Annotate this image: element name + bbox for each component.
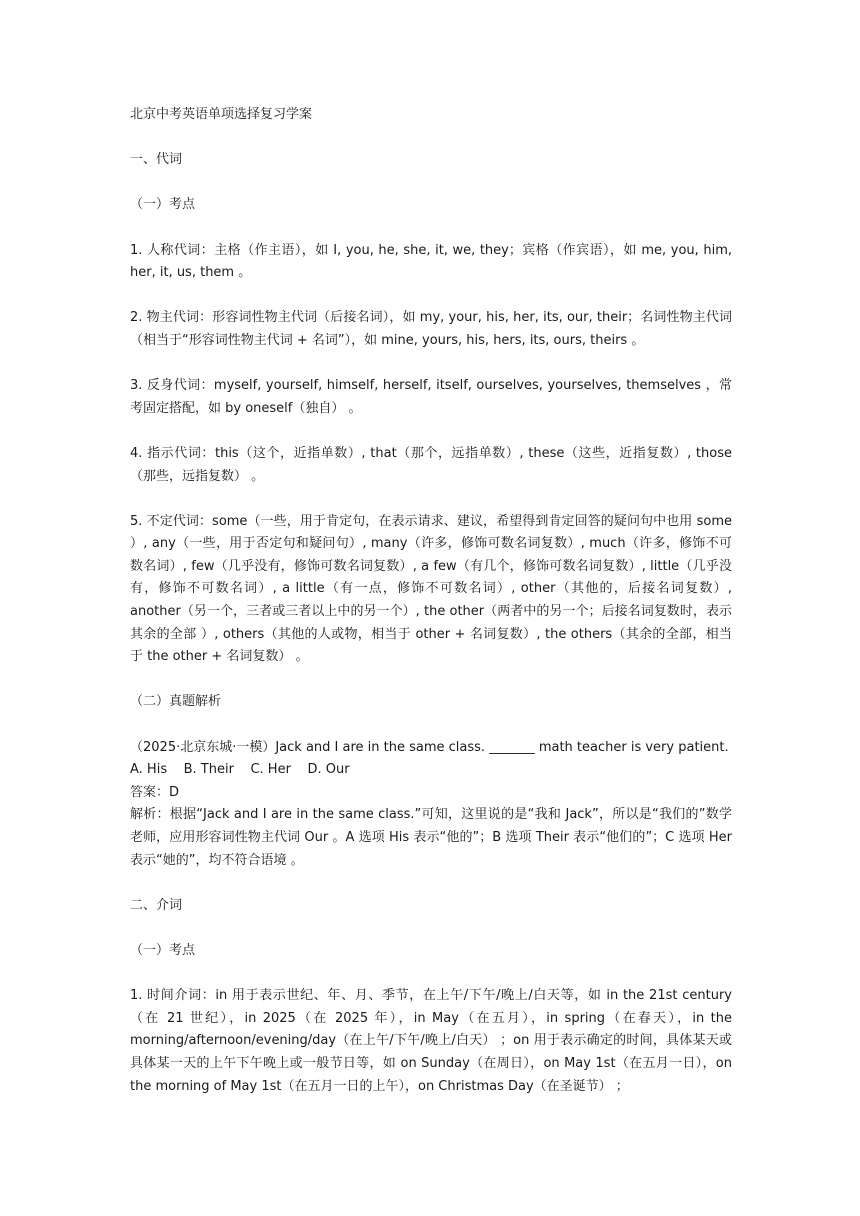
exam-analysis: 解析：根据“Jack and I are in the same class.”可知，这里说的是“我和 Jack”，所以是“我们的”数学老师，应用形容词性物主代词 Our 。A 选项 His 表示“他的”；B 选项 Their 表示“他们的”；C 选项 Her 表示“她的”，均不符合语境 。 [130, 807, 732, 868]
point-indefinite-pronouns: 5. 不定代词：some（一些，用于肯定句，在表示请求、建议，希望得到肯定回答的疑问句中也用 some ）, any（一些，用于否定句和疑问句）, many（许多，修饰可数名词复数）, much（许多，修饰不可数名词）, few（几乎没有，修饰可数名词复数）, a few（有几个，修饰可数名词复数）, little（几乎没有，修饰不可数名词）, a little（有一点，修饰不可数名词）, other（其他的，后接名词复数）, another（另一个，三者或三者以上中的另一个）, the other（两者中的另一个；后接名词复数时，表示其余的全部 ）, others（其他的人或物，相当于 other + 名词复数）, the others（其余的全部，相当于 the other + 名词复数） 。 [130, 513, 732, 665]
point-reflexive-pronouns: 3. 反身代词：myself, yourself, himself, herself, itself, ourselves, yourselves, themselves ，常考固定搭配，如 by oneself（独自） 。 [130, 378, 732, 416]
point-possessive-pronouns: 2. 物主代词：形容词性物主代词（后接名词），如 my, your, his, her, its, our, their；名词性物主代词（相当于“形容词性物主代词 + 名词”），如 mine, yours, his, hers, its, ours, theirs 。 [130, 310, 732, 348]
subsection-heading-exam-analysis: （二）真题解析 [130, 694, 222, 710]
document-page [130, 104, 732, 1098]
document-title: 北京中考英语单项选择复习学案 [130, 107, 313, 122]
point-time-prepositions: 1. 时间介词：in 用于表示世纪、年、月、季节，在上午/下午/晚上/白天等，如 in the 21st century（在 21 世纪），in 2025（在 2025 年），in May（在五月），in spring（在春天），in the morning/afternoon/evening/day（在上午/下午/晚上/白天） ；on 用于表示确定的时间，具体某天或具体某一天的上午下午晚上或一般节日等，如 on Sunday（在周日），on May 1st（在五月一日），on the morning of May 1st（在五月一日的上午），on Christmas Day（在圣诞节） ； [130, 988, 732, 1094]
subsection-heading-points: （一）考点 [130, 197, 196, 213]
exam-question: （2025·北京东城·一模）Jack and I are in the same class. _______ math teacher is very patient. [130, 739, 729, 755]
exam-answer: 答案：D [130, 784, 180, 800]
exam-options: A. His B. Their C. Her D. Our [130, 762, 350, 778]
point-demonstrative-pronouns: 4. 指示代词：this（这个，近指单数）, that（那个，远指单数）, these（这些，近指复数）, those（那些，远指复数） 。 [130, 445, 732, 484]
section-heading-pronouns: 一、代词 [130, 152, 183, 168]
section-heading-prepositions: 二、介词 [130, 897, 183, 913]
subsection-heading-points-2: （一）考点 [130, 942, 196, 958]
point-personal-pronouns: 1. 人称代词：主格（作主语），如 I, you, he, she, it, we, they；宾格（作宾语），如 me, you, him, her, it, us, them 。 [130, 242, 732, 281]
